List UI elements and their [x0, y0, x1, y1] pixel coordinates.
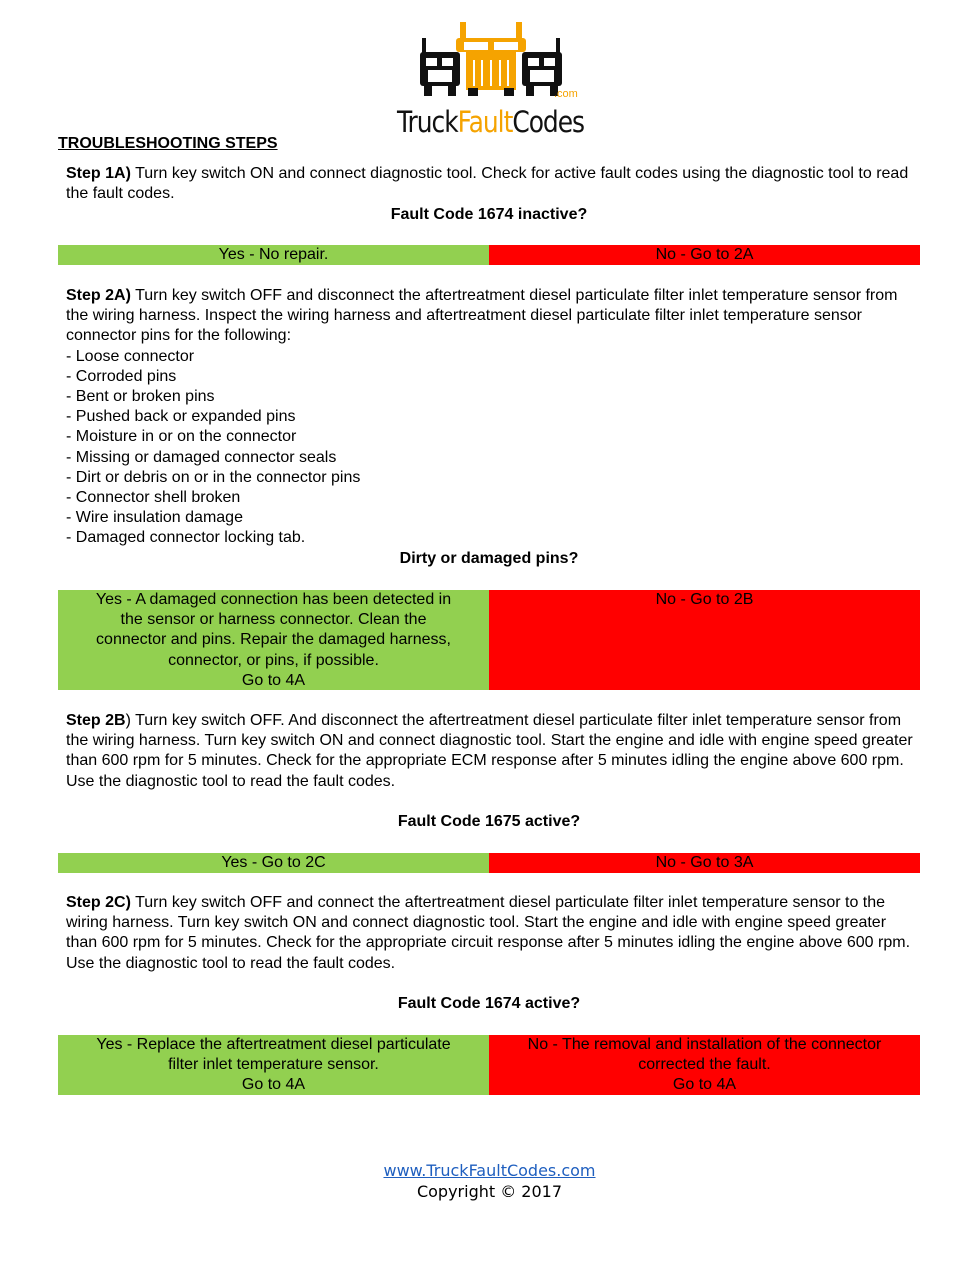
step-2a-text: Step 2A) Turn key switch OFF and disconnect the aftertreatment diesel particulate filter inlet temperature sensor from the wiring harness. Inspect the wiring harness and aftertreatment diesel particulate filter inlet temperature sensor connector pins for the following: - Loose connector - Corroded pins - Bent or broken pins - Pushed back or expanded pins - Moisture in or on the connector - Missing or damaged connector seals - Dirt or debris on or in the connector pins - Connector shell broken - Wire insulation damage - Damaged connector locking tab. [66, 286, 916, 549]
step-2c-text: Step 2C) Turn key switch OFF and connect the aftertreatment diesel particulate filter inlet temperature sensor to the wiring harness. Turn key switch ON and connect diagnostic tool. Start the engine and idle with engine speed greater than 600 rpm for 5 minutes. Check for the appropriate circuit response after 5 minutes idling the engine above 600 rpm. Use the diagnostic tool to read the fault codes. [66, 894, 911, 972]
list-item: - Dirt or debris on or in the connector pins [66, 468, 361, 486]
no-answer: No - Go to 3A [489, 853, 920, 873]
no-answer: No - The removal and installation of the connector corrected the fault. Go to 4A [489, 1035, 920, 1095]
yes-answer: Yes - A damaged connection has been detected in the sensor or harness connector. Clean the connector and pins. Repair the damaged harness, connector, or pins, if possible. Go to 4A [58, 590, 489, 690]
step-2b-answers [58, 853, 920, 873]
list-item: - Loose connector [66, 347, 195, 365]
no-answer: No - Go to 2A [489, 245, 920, 265]
list-item: - Wire insulation damage [66, 509, 243, 527]
step-2c-answers [58, 1035, 920, 1095]
step-2a-answers [58, 590, 920, 690]
list-item: - Moisture in or on the connector [66, 428, 297, 446]
step-2a-question: Dirty or damaged pins? [399, 550, 579, 567]
step-2b-text: Step 2B) Turn key switch OFF. And disconnect the aftertreatment diesel particulate filter inlet temperature sensor from the wiring harness. Turn key switch ON and connect diagnostic tool. Start the engine and idle with engine speed greater than 600 rpm for 5 minutes. Check for the appropriate ECM response after 5 minutes idling the engine above 600 rpm. Use the diagnostic tool to read the fault codes. [66, 712, 913, 790]
footer-website-link[interactable]: www.TruckFaultCodes.com [383, 1161, 596, 1180]
list-item: - Damaged connector locking tab. [66, 529, 306, 547]
list-item: - Connector shell broken [66, 489, 241, 507]
step-2b-question: Fault Code 1675 active? [397, 813, 581, 830]
footer-copyright: Copyright © 2017 [416, 1182, 563, 1201]
step-1a-answers [58, 245, 920, 265]
yes-answer: Yes - No repair. [58, 245, 489, 265]
truck-icon [416, 20, 566, 98]
step-1a-question: Fault Code 1674 inactive? [390, 206, 588, 223]
list-item: - Missing or damaged connector seals [66, 448, 337, 466]
yes-answer: Yes - Replace the aftertreatment diesel particulate filter inlet temperature sensor. Go to 4A [58, 1035, 489, 1095]
list-item: - Bent or broken pins [66, 388, 215, 406]
truckfaultcodes-logo [378, 20, 603, 139]
no-answer: No - Go to 2B [489, 590, 920, 690]
yes-answer: Yes - Go to 2C [58, 853, 489, 873]
list-item: - Pushed back or expanded pins [66, 408, 296, 426]
logo-dotcom: .com [554, 88, 578, 100]
section-title: TROUBLESHOOTING STEPS [58, 135, 278, 152]
step-2c-question: Fault Code 1674 active? [397, 995, 581, 1012]
logo-wordmark: TruckFaultCodes [396, 105, 585, 139]
step-1a-text: Step 1A) Turn key switch ON and connect diagnostic tool. Check for active fault codes using the diagnostic tool to read the fault codes. [66, 165, 909, 203]
list-item: - Corroded pins [66, 367, 177, 385]
